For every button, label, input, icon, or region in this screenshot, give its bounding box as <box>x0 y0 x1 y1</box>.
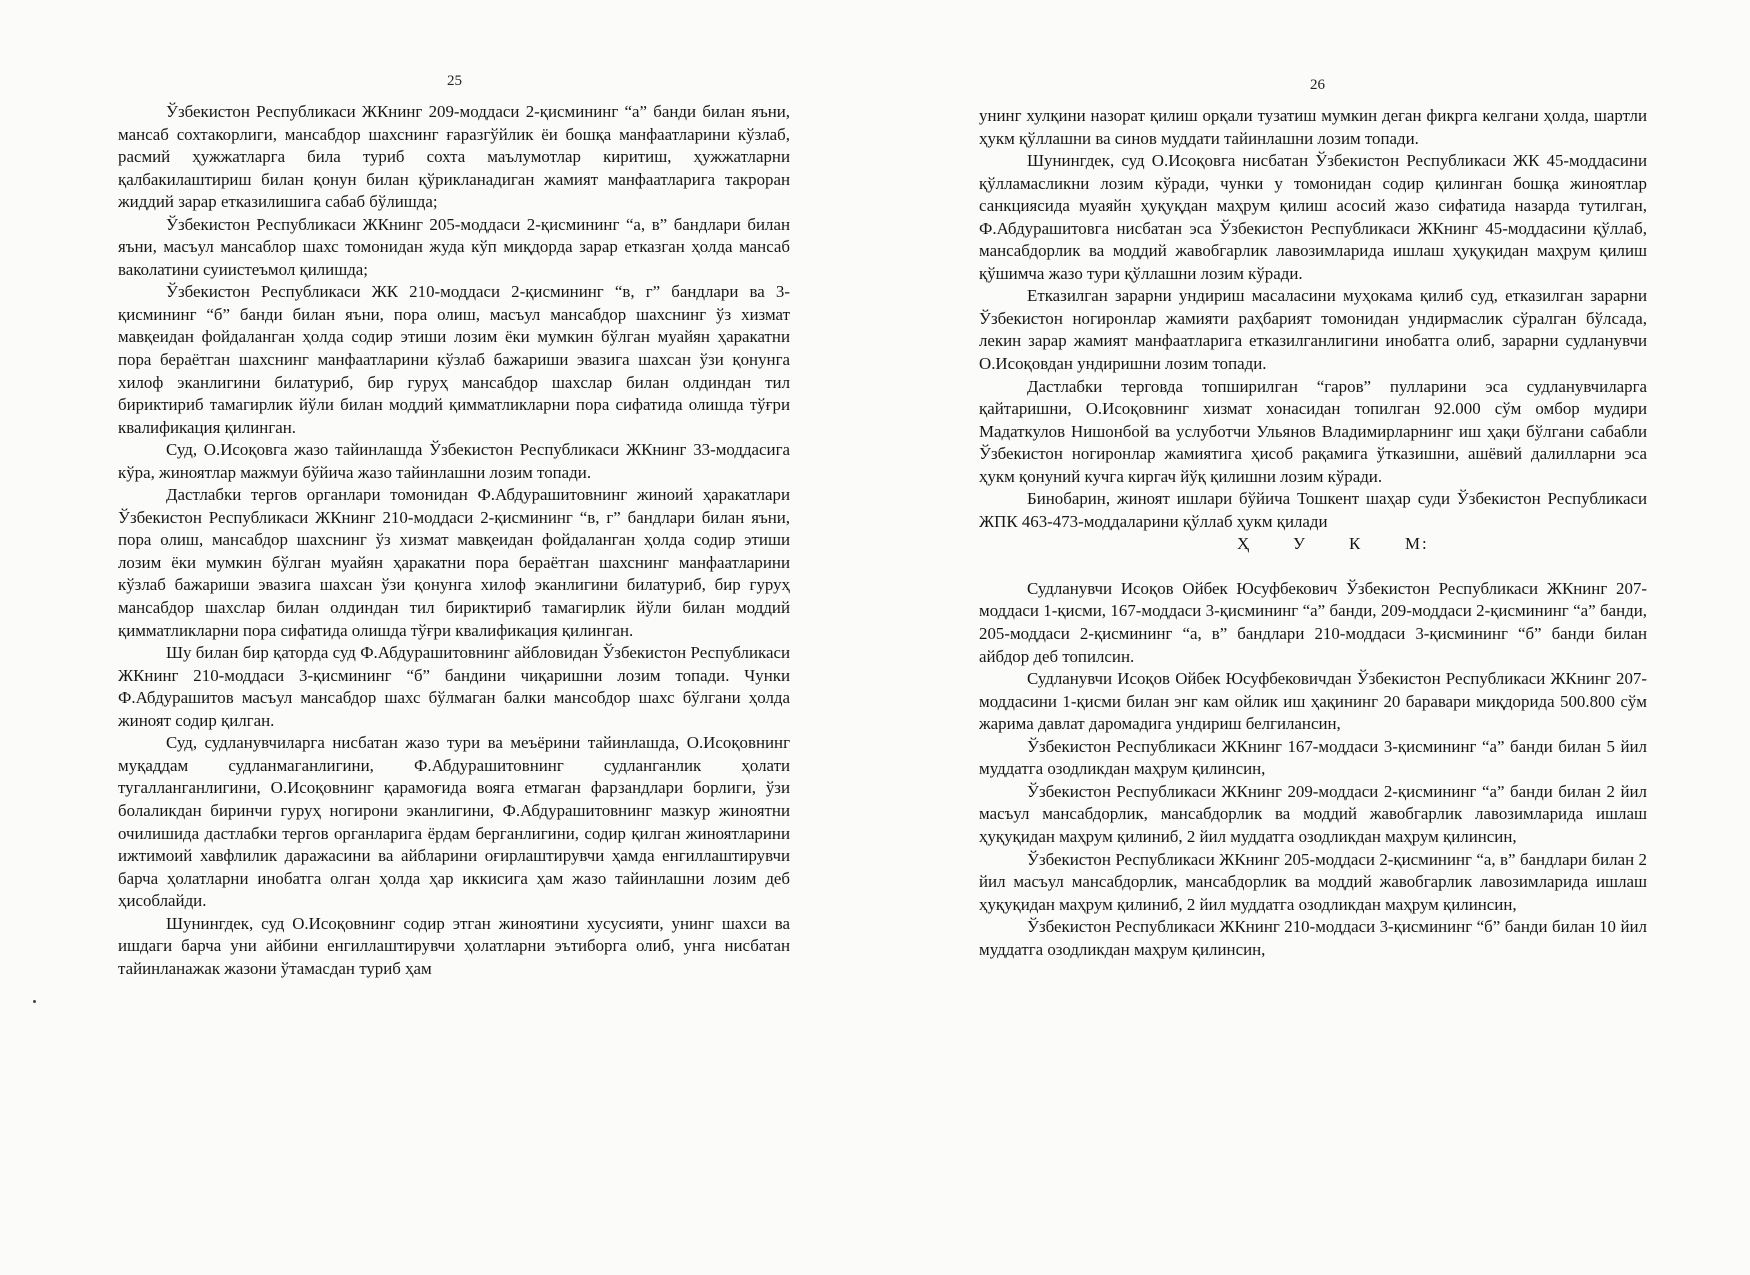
verdict-paragraph: Судланувчи Исоқов Ойбек Юсуфбекович Ўзбекистон Республикаси ЖКнинг 207-моддаси 1-қисми, 167-моддаси 3-қисмининг “а” банди, 209-моддаси 2-қисмининг “а” банди, 205-моддаси 2-қисмининг “а, в” бандлари 210-моддаси 3-қисмининг “б” банди билан айбдор деб топилсин. <box>979 578 1647 666</box>
paragraph: Бинобарин, жиноят ишлари бўйича Тошкент шаҳар суди Ўзбекистон Республикаси ЖПК 463-473-моддаларини қўллаб ҳукм қилади <box>979 489 1647 531</box>
verdict-paragraph: Ўзбекистон Республикаси ЖКнинг 209-моддаси 2-қисмининг “а” банди билан 2 йил масъул мансабдорлик, мансабдорлик ва моддий жавобгарлик лавозимларида ишлаш ҳуқуқидан маҳрум қилиниб, 2 йил муддатга озодликдан маҳрум қилинсин, <box>979 781 1647 846</box>
paragraph: Шунингдек, суд О.Исоқовнинг содир этган жиноятини хусусияти, унинг шахси ва ишдаги барча уни айбини енгиллаштирувчи ҳолатларни эътиборга олиб, унга нисбатан тайинланажак жазони ўтамасдан туриб ҳам <box>118 913 790 978</box>
verdict-heading-letter: Ҳ <box>1237 534 1252 554</box>
paragraph: Шу билан бир қаторда суд Ф.Абдурашитовнинг айбловидан Ўзбекистон Республикаси ЖКнинг 210-моддаси 3-қисмининг “б” бандини чиқаришни лозим топади. Чунки Ф.Абдурашитов масъул мансабдор шахс бўлмаган балки мансобдор шахс бўлгани ҳолда жиноят содир қилган. <box>118 643 790 730</box>
paragraph: унинг хулқини назорат қилиш орқали тузатиш мумкин деган фикрга келгани ҳолда, шартли ҳукм қўллашни ва синов муддати тайинлашни лозим топади. <box>979 106 1647 148</box>
paragraph: Дастлабки тергов органлари томонидан Ф.Абдурашитовнинг жиноий ҳаракатлари Ўзбекистон Республикаси ЖКнинг 210-моддаси 2-қисмининг “в, г” бандлари билан яъни, пора олиш, мансабдор шахснинг ўз хизмат мавқеидан фойдаланган ҳолда содир этиши лозим ёки мумкин бўлган муайян ҳаракатни пора бераётган шахснинг манфаатларини кўзлаб бажариши эвазига шахсан ўзи қонунга хилоф эканлигини билатуриб, бир гуруҳ мансабдор шахслар билан олдиндан тил бириктириб тамагирлик йўли билан моддий қимматликларни пора сифатида олишда тўғри квалификация қилинган. <box>118 485 790 640</box>
scan-speck <box>33 1000 36 1003</box>
page-number: 25 <box>447 73 462 89</box>
paragraph: Ўзбекистон Республикаси ЖКнинг 205-моддаси 2-қисмининг “а, в” бандлари билан яъни, масъул мансаблор шахс томонидан жуда кўп миқдорда зарар етказган ҳолда мансаб ваколатини суиистеъмол қилишда; <box>118 214 790 279</box>
paragraph: Ўзбекистон Республикаси ЖК 210-моддаси 2-қисмининг “в, г” бандлари ва 3-қисмининг “б” банди билан яъни, пора олиш, масъул мансабдор шахснинг ўз хизмат мавқеидан фойдаланган ҳолда содир этиши лозим ёки мумкин бўлган муайян ҳаракатни пора бераётган шахснинг манфаатларини кўзлаб бажариши эвазига шахсан ўзи қонунга хилоф эканлигини билатуриб, бир гуруҳ мансабдор шахслар билан олдиндан тил бириктириб тамагирлик йўли билан моддий қимматликларни пора сифатида олишда тўғри квалификация қилинган. <box>118 282 790 437</box>
paragraph: Ўзбекистон Республикаси ЖКнинг 209-моддаси 2-қисмининг “а” банди билан яъни, мансаб сохтакорлиги, мансабдор шахснинг ғаразгўйлик ёи бошқа манфаатларини кўзлаб, расмий ҳужжатларга била туриб сохта маълумотлар киритиш, ҳужжатларни қалбакилаштириш билан қонун билан қўрикланадиган жамият манфаатларига такроран жиддий зарар етказилишига сабаб бўлишда; <box>118 102 790 212</box>
verdict-paragraph: Ўзбекистон Республикаси ЖКнинг 167-моддаси 3-қисмининг “а” банди билан 5 йил муддатга озодликдан маҳрум қилинсин, <box>979 736 1647 779</box>
paragraph: Суд, судланувчиларга нисбатан жазо тури ва меъёрини тайинлашда, О.Исоқовнинг муқаддам судланмаганлигини, Ф.Абдурашитовнинг судланганлик ҳолати тугалланганлигини, О.Исоқовнинг қарамоғида вояга етмаган фарзандлари борлиги, ўзи болаликдан биринчи гуруҳ ногирони эканлигини, Ф.Абдурашитовнинг мазкур жиноятни очилишида дастлабки тергов органларига ёрдам берганлигини, содир қилган жиноятларини ижтимоий хавфлилик даражасини ва айбларини оғирлаштирувчи ҳамда енгиллаштирувчи барча ҳолатларни инобатга олган ҳолда ҳар иккисига ҳам жазо тайинлашни лозим деб ҳисоблайди. <box>118 733 790 911</box>
paragraph: Етказилган зарарни ундириш масаласини муҳокама қилиб суд, етказилган зарарни Ўзбекистон ногиронлар жамияти раҳбарият томонидан ундирмаслик сўралган бўлсада, лекин зарар жамият манфаатларига етказилганлигини инобатга олиб, зарарни судланувчи О.Исоқовдан ундиришни лозим топади. <box>979 286 1647 374</box>
verdict-heading-letter: М: <box>1405 534 1429 554</box>
verdict-paragraph: Судланувчи Исоқов Ойбек Юсуфбековичдан Ўзбекистон Республикаси ЖКнинг 207-моддасини 1-қисми билан энг кам ойлик иш ҳақининг 20 баравари миқдорида 500.800 сўм жарима давлат даромадига ундириш белгилансин, <box>979 669 1647 734</box>
paragraph: Суд, О.Исоқовга жазо тайинлашда Ўзбекистон Республикаси ЖКнинг 33-моддасига кўра, жиноятлар мажмуи бўйича жазо тайинлашни лозим топади. <box>118 440 790 482</box>
verdict-heading-letter: К <box>1349 534 1363 554</box>
page-number: 26 <box>1310 77 1325 93</box>
verdict-heading <box>979 533 1647 556</box>
right-page-text <box>979 105 1647 961</box>
right-page <box>875 0 1750 1275</box>
paragraph: Дастлабки терговда топширилган “гаров” пулларини эса судланувчиларга қайтаришни, О.Исоқовнинг хизмат хонасидан топилган 92.000 сўм омбор мудири Мадаткулов Нишонбой ва услуботчи Ульянов Владимирларнинг иш ҳақи бўлгани сабабли Ўзбекистон ногиронлар жамиятига ҳисоб рақамига ўтказишни, ашёвий далилларни эса ҳукм қонуний кучга киргач йўқ қилишни лозим кўради. <box>979 376 1647 486</box>
paragraph: Шунингдек, суд О.Исоқовга нисбатан Ўзбекистон Республикаси ЖК 45-моддасини қўлламасликни лозим кўради, чунки у томонидан содир қилинган бошқа жиноятлар санкциясида муаяйн ҳуқуқдан маҳрум қилиш асосий жазо сифатида назарда тутилган, Ф.Абдурашитовга нисбатан эса Ўзбекистон Республикаси ЖКнинг 45-моддасини қўллаб, мансабдорлик ва моддий жавобгарлик лавозимларида ишлаш ҳуқуқидан маҳрум қилиш қўшимча жазо тури қўллашни лозим кўради. <box>979 151 1647 283</box>
verdict-heading-letter: У <box>1293 534 1307 554</box>
verdict-paragraph: Ўзбекистон Республикаси ЖКнинг 205-моддаси 2-қисмининг “а, в” бандлари билан 2 йил масъул мансабдорлик, мансабдорлик ва моддий жавобгарлик лавозимларида ишлаш ҳуқуқидан маҳрум қилиниб, 2 йил муддатга озодликдан маҳрум қилинсин, <box>979 849 1647 914</box>
verdict-paragraph: Ўзбекистон Республикаси ЖКнинг 210-моддаси 3-қисмининг “б” банди билан 10 йил муддатга озодликдан маҳрум қилинсин, <box>979 917 1647 959</box>
left-page-text <box>118 101 790 980</box>
